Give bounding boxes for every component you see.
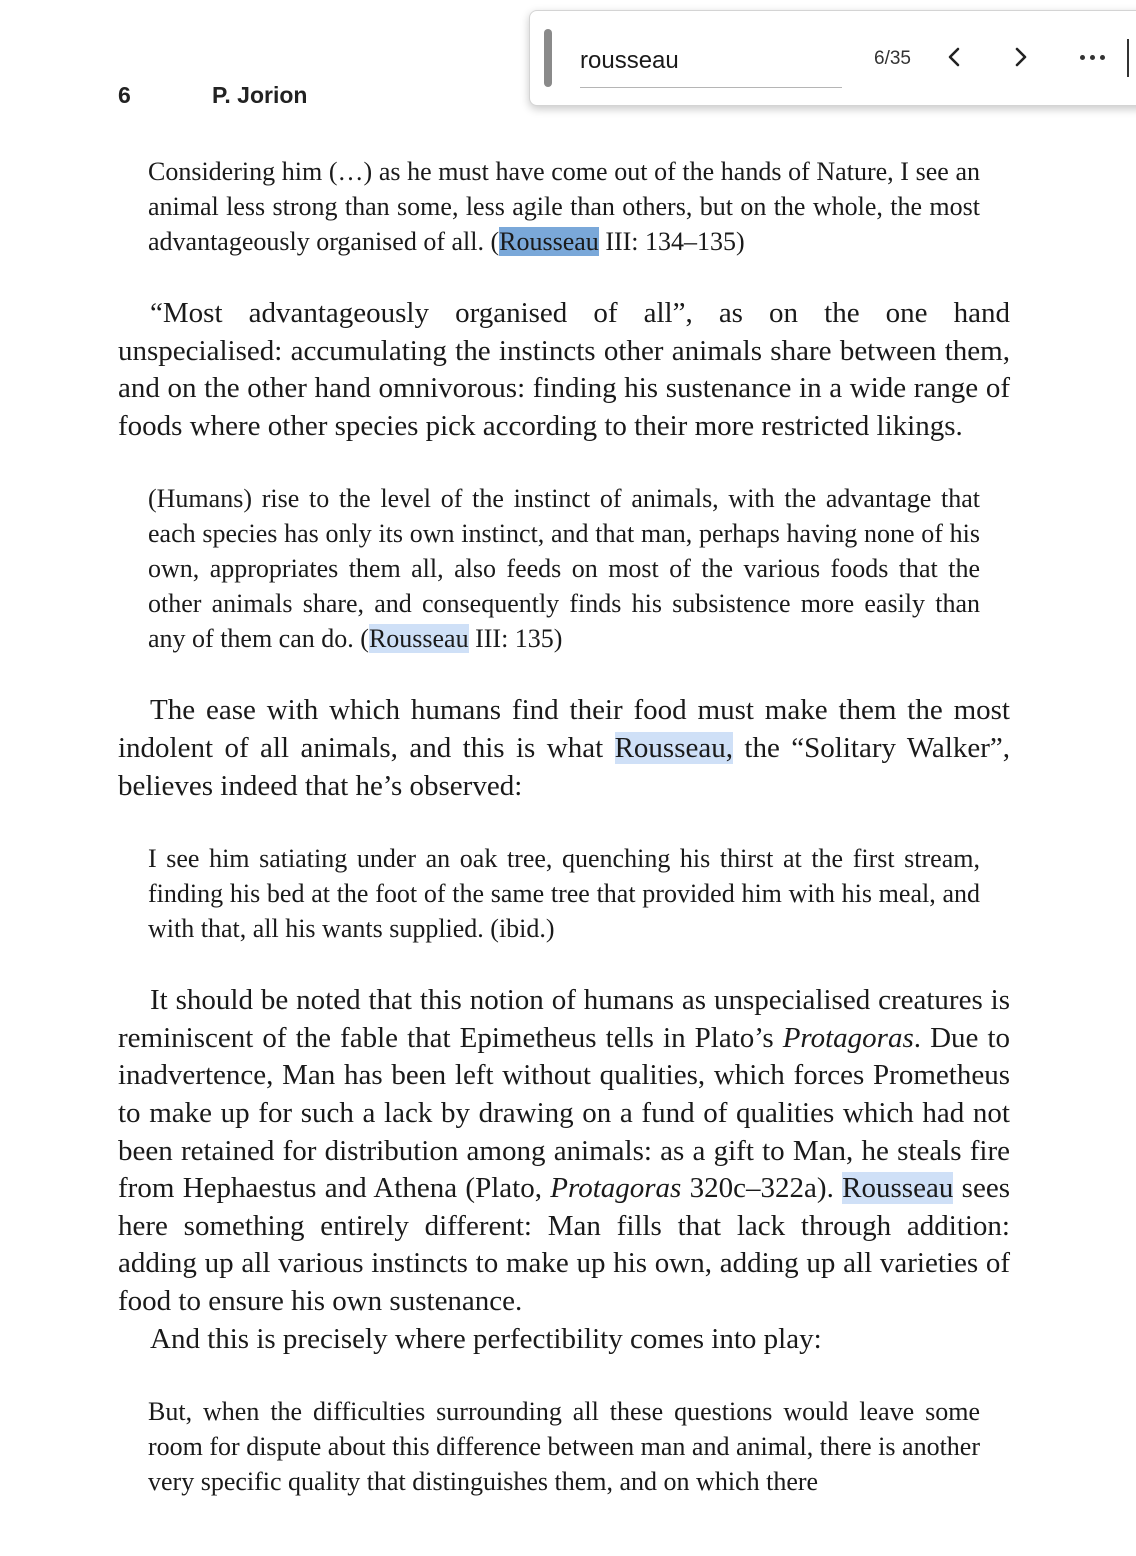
- find-bar: [529, 10, 1136, 106]
- page-number: 6: [118, 82, 131, 108]
- toolbar-divider: [1127, 39, 1129, 77]
- block-quote: I see him satiating under an oak tree, quenching his thirst at the first stream, finding his bed at the foot of the same tree that provided him with his meal, and with that, all his wants supplied. (ibid.): [148, 844, 980, 944]
- match-counter: 6/35: [874, 48, 911, 69]
- drag-handle[interactable]: [544, 29, 552, 87]
- more-options-button[interactable]: [1070, 39, 1114, 75]
- paragraph: The ease with which humans find their food must make them the most indolent of all animals, and this is what Rousseau, the “Solitary Walker”, believes indeed that he’s observed:: [118, 694, 1011, 802]
- search-input[interactable]: [580, 35, 842, 88]
- block-quote: Considering him (…) as he must have come out of the hands of Nature, I see an animal less strong than some, less agile than others, but on the whole, the most advantageously organised of all. (Rousseau III: 134–135): [148, 157, 980, 256]
- search-match: Rousseau: [842, 1172, 954, 1205]
- previous-match-button[interactable]: [936, 39, 972, 75]
- document-page: [118, 150, 1010, 1499]
- running-header: [118, 82, 307, 109]
- search-match-current: Rousseau: [499, 227, 599, 256]
- author-name: P. Jorion: [212, 82, 308, 108]
- paragraph: And this is precisely where perfectibility comes into play:: [150, 1322, 822, 1355]
- search-match: Rousseau: [368, 624, 469, 654]
- paragraph: “Most advantageously organised of all”, as on the one hand unspecialised: accumulating the instincts other animals share between them, and on the other hand omnivorous: finding his sustenance in a wide range of foods where other species pick according to their more restricted likings.: [118, 297, 1010, 442]
- next-match-button[interactable]: [1003, 39, 1039, 75]
- search-match: Rousseau,: [614, 731, 733, 764]
- paragraph: It should be noted that this notion of humans as unspecialised creatures is reminiscent of the fable that Epimetheus tells in Plato’s Protagoras. Due to inadvertence, Man has been left without qualities, which forces Prometheus to make up for such a lack by drawing on a fund of qualities which had not been retained for distribution among animals: as a gift to Man, he steals fire from Hephaestus and Athena (Plato, Protagoras 320c–322a). Rousseau sees here something entirely different: Man fills that lack through addition: adding up all various instincts to make up his own, adding up all varieties of food to ensure his own sustenance.: [118, 984, 1011, 1317]
- chevron-left-icon: [947, 47, 961, 67]
- chevron-right-icon: [1014, 47, 1028, 67]
- block-quote: But, when the difficulties surrounding all these questions would leave some room for dispute about this difference between man and animal, there is another very specific quality that distinguishes them, and on which there: [148, 1397, 980, 1497]
- block-quote: (Humans) rise to the level of the instinct of animals, with the advantage that each species has only its own instinct, and that man, perhaps having none of his own, appropriates them all, also feeds on most of the various foods that the other animals share, and consequently finds his subsistence more easily than any of them can do. (Rousseau III: 135): [148, 484, 980, 654]
- more-horizontal-icon: [1080, 55, 1105, 60]
